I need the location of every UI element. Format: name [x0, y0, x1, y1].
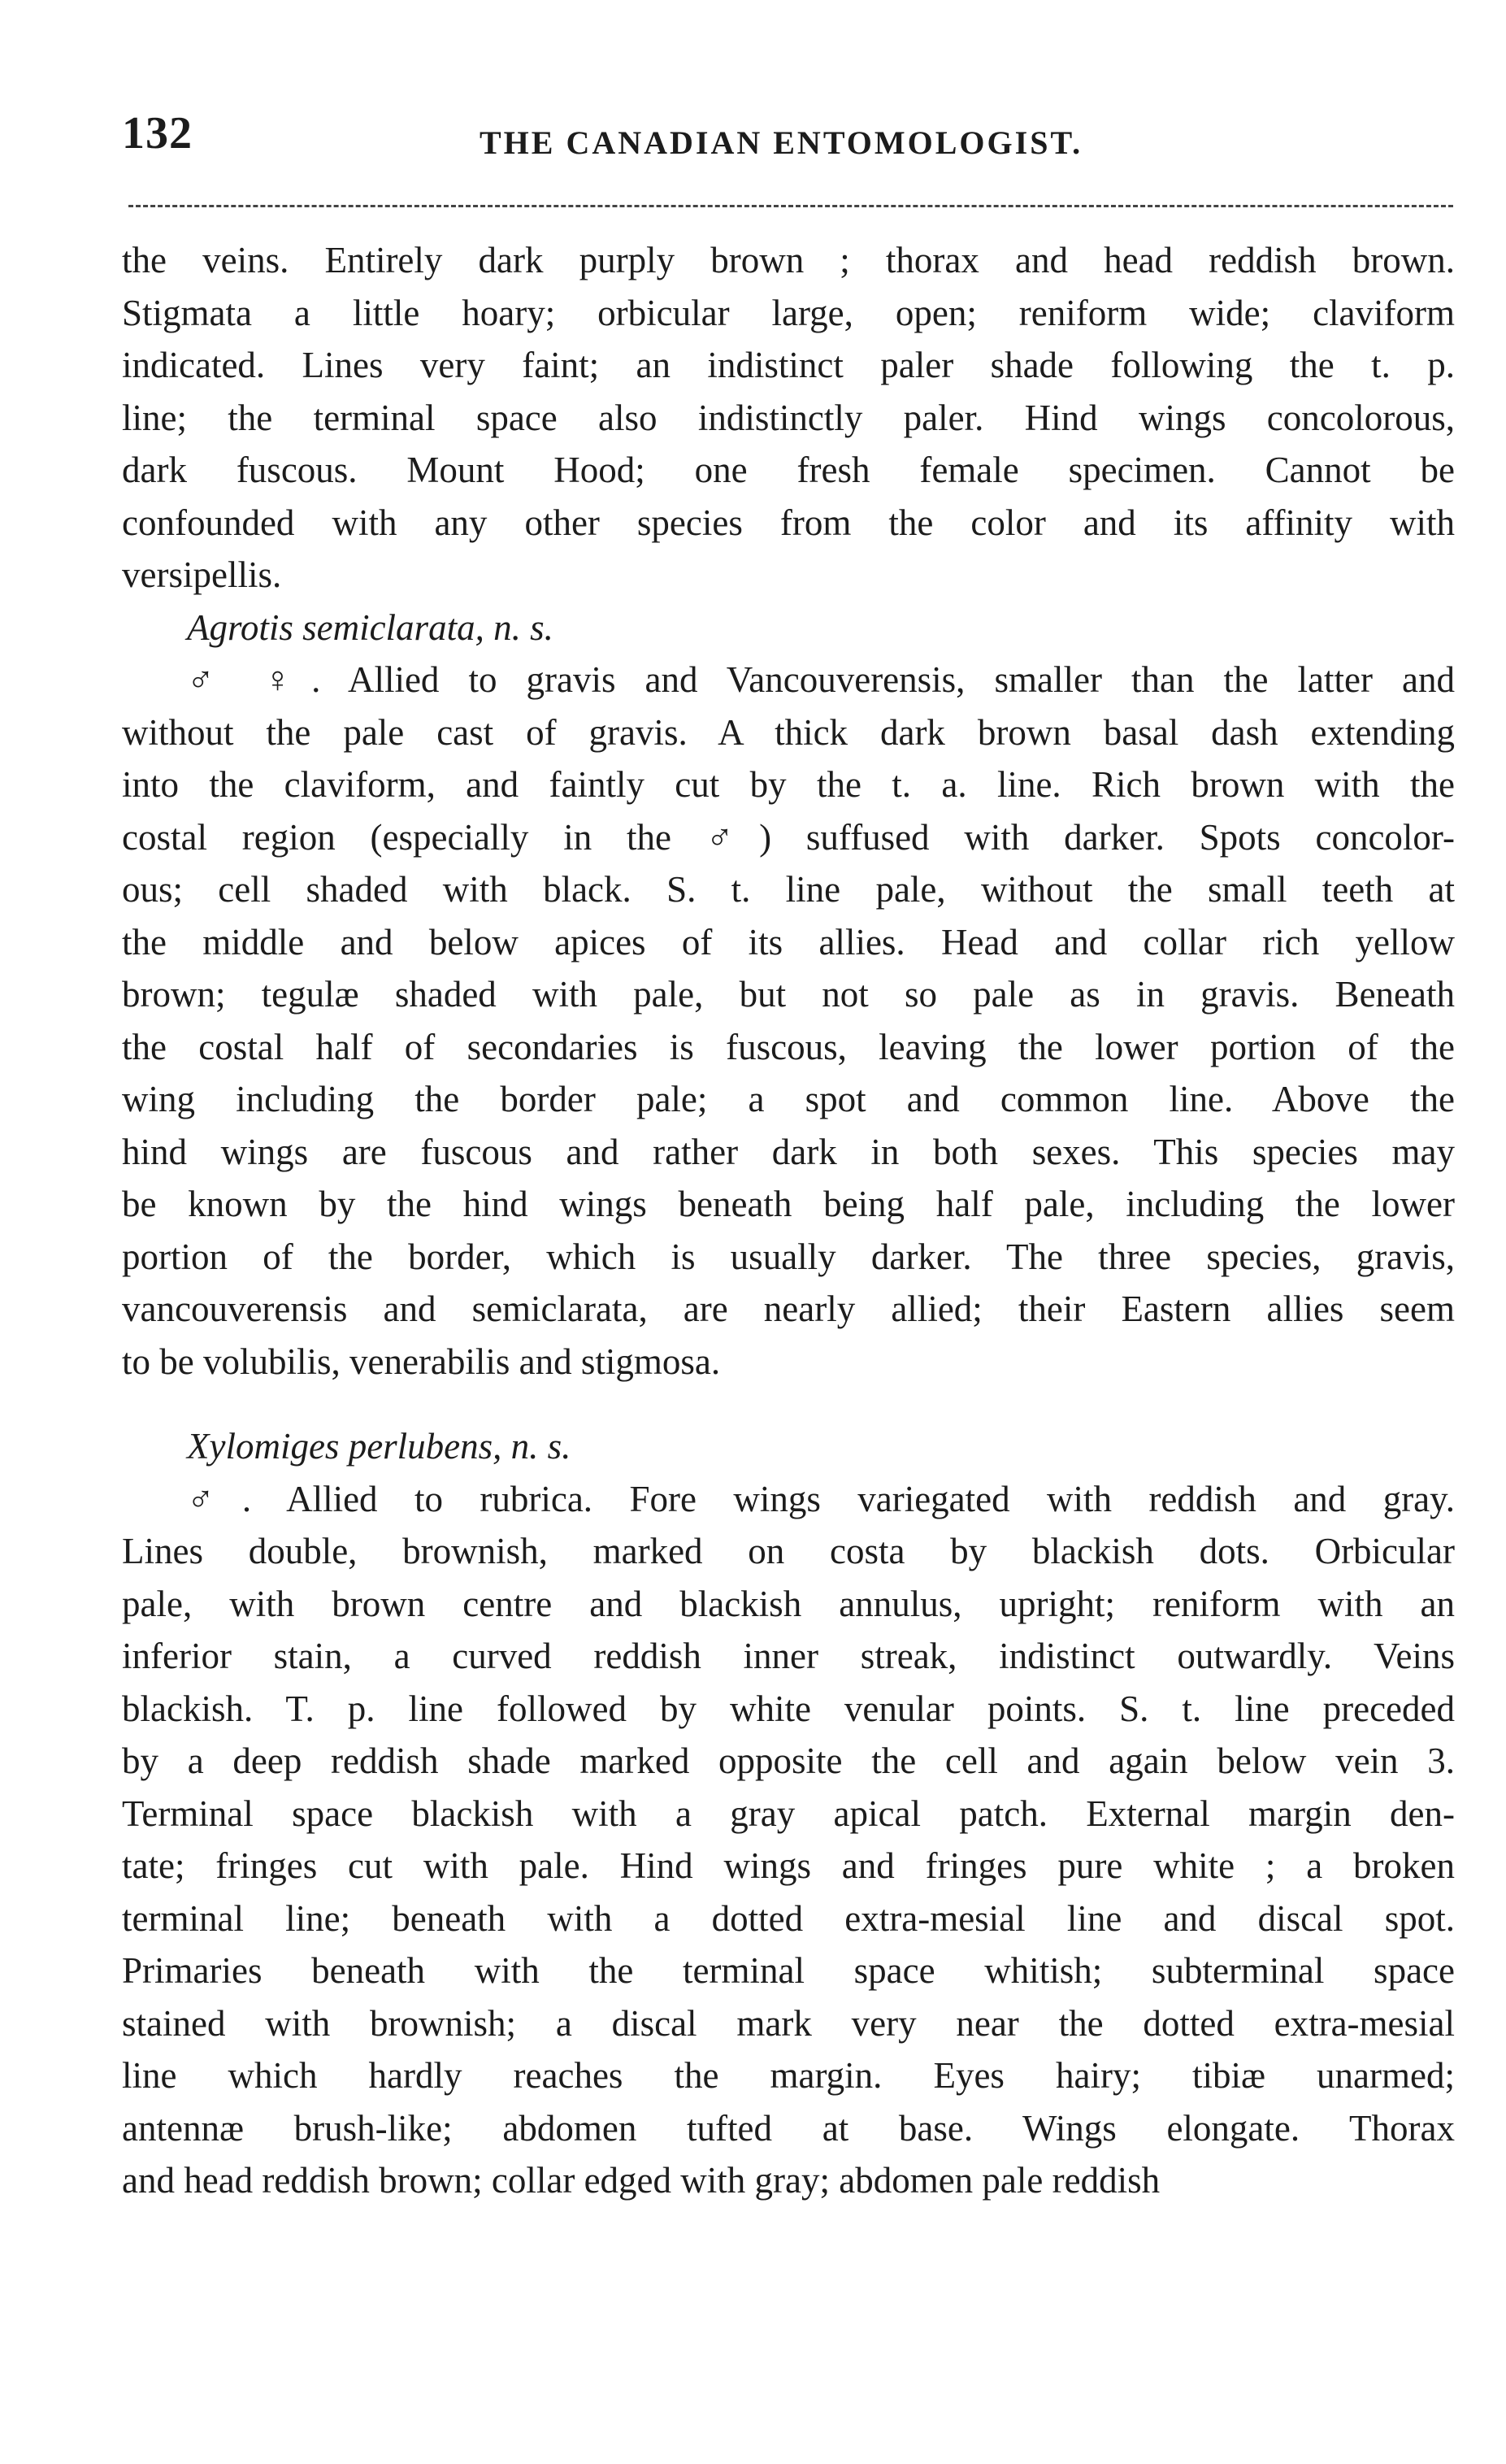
paragraph-gap	[122, 1388, 1455, 1420]
text-line: to be volubilis, venerabilis and stigmosa.	[122, 1341, 721, 1382]
text-line: pale, with brown centre and blackish annulus, upright; reniform with an	[122, 1583, 1455, 1624]
text-line: hind wings are fuscous and rather dark in both sexes. This species may	[122, 1131, 1455, 1172]
species-heading: Xylomiges perlubens, n. s.	[187, 1426, 571, 1467]
text-line: into the claviform, and faintly cut by the t. a. line. Rich brown with the	[122, 764, 1455, 805]
running-title: THE CANADIAN ENTOMOLOGIST.	[480, 124, 1083, 161]
text-line: ous; cell shaded with black. S. t. line pale, without the small teeth at	[122, 869, 1455, 910]
text-line: ♂. Allied to rubrica. Fore wings variegated with reddish and gray.	[187, 1478, 1455, 1519]
species-heading: Agrotis semiclarata, n. s.	[187, 606, 553, 648]
text-line: inferior stain, a curved reddish inner streak, indistinct outwardly. Veins	[122, 1636, 1455, 1676]
text-line: Terminal space blackish with a gray apical patch. External margin den-	[122, 1793, 1455, 1834]
text-line: tate; fringes cut with pale. Hind wings and fringes pure white ; a broken	[122, 1845, 1455, 1886]
text-line: Primaries beneath with the terminal space whitish; subterminal space	[122, 1950, 1455, 1991]
text-line: line; the terminal space also indistinctly paler. Hind wings concolorous,	[122, 397, 1455, 438]
text-line: costal region (especially in the ♂) suffused with darker. Spots concolor-	[122, 816, 1455, 858]
text-line: blackish. T. p. line followed by white venular points. S. t. line preceded	[122, 1688, 1455, 1729]
text-line: the middle and below apices of its allies. Head and collar rich yellow	[122, 921, 1455, 963]
text-line: antennæ brush-like; abdomen tufted at base. Wings elongate. Thorax	[122, 2107, 1455, 2149]
text-line: stained with brownish; a discal mark very near the dotted extra-mesial	[122, 2002, 1455, 2044]
text-line: brown; tegulæ shaded with pale, but not so pale as in gravis. Beneath	[122, 974, 1455, 1015]
header-rule	[128, 205, 1453, 207]
text-line: terminal line; beneath with a dotted extra-mesial line and discal spot.	[122, 1897, 1455, 1939]
text-line: Stigmata a little hoary; orbicular large, open; reniform wide; claviform	[122, 292, 1455, 333]
text-line: indicated. Lines very faint; an indistinct paler shade following the t. p.	[122, 345, 1455, 385]
text-line: line which hardly reaches the margin. Eyes hairy; tibiæ unarmed;	[122, 2055, 1455, 2096]
text-line: portion of the border, which is usually darker. The three species, gravis,	[122, 1236, 1455, 1277]
page-header	[122, 107, 1455, 172]
text-line: confounded with any other species from the color and its affinity with	[122, 502, 1455, 543]
text-line: wing including the border pale; a spot and common line. Above the	[122, 1079, 1455, 1119]
text-line: by a deep reddish shade marked opposite the cell and again below vein 3.	[122, 1740, 1455, 1781]
text-line: ♂ ♀. Allied to gravis and Vancouverensis, smaller than the latter and	[187, 659, 1455, 700]
text-line: the costal half of secondaries is fuscous, leaving the lower portion of the	[122, 1026, 1455, 1067]
text-line: Lines double, brownish, marked on costa by blackish dots. Orbicular	[122, 1531, 1455, 1571]
page-number: 132	[122, 108, 193, 159]
text-line: vancouverensis and semiclarata, are nearly allied; their Eastern allies seem	[122, 1288, 1455, 1329]
text-line: and head reddish brown; collar edged with gray; abdomen pale reddish	[122, 2160, 1161, 2201]
text-line: versipellis.	[122, 554, 282, 595]
body-text	[122, 234, 1455, 2207]
text-line: be known by the hind wings beneath being half pale, including the lower	[122, 1184, 1455, 1224]
text-line: without the pale cast of gravis. A thick dark brown basal dash extending	[122, 711, 1455, 753]
text-line: dark fuscous. Mount Hood; one fresh female specimen. Cannot be	[122, 450, 1455, 490]
text-line: the veins. Entirely dark purply brown ; thorax and head reddish brown.	[122, 240, 1455, 280]
